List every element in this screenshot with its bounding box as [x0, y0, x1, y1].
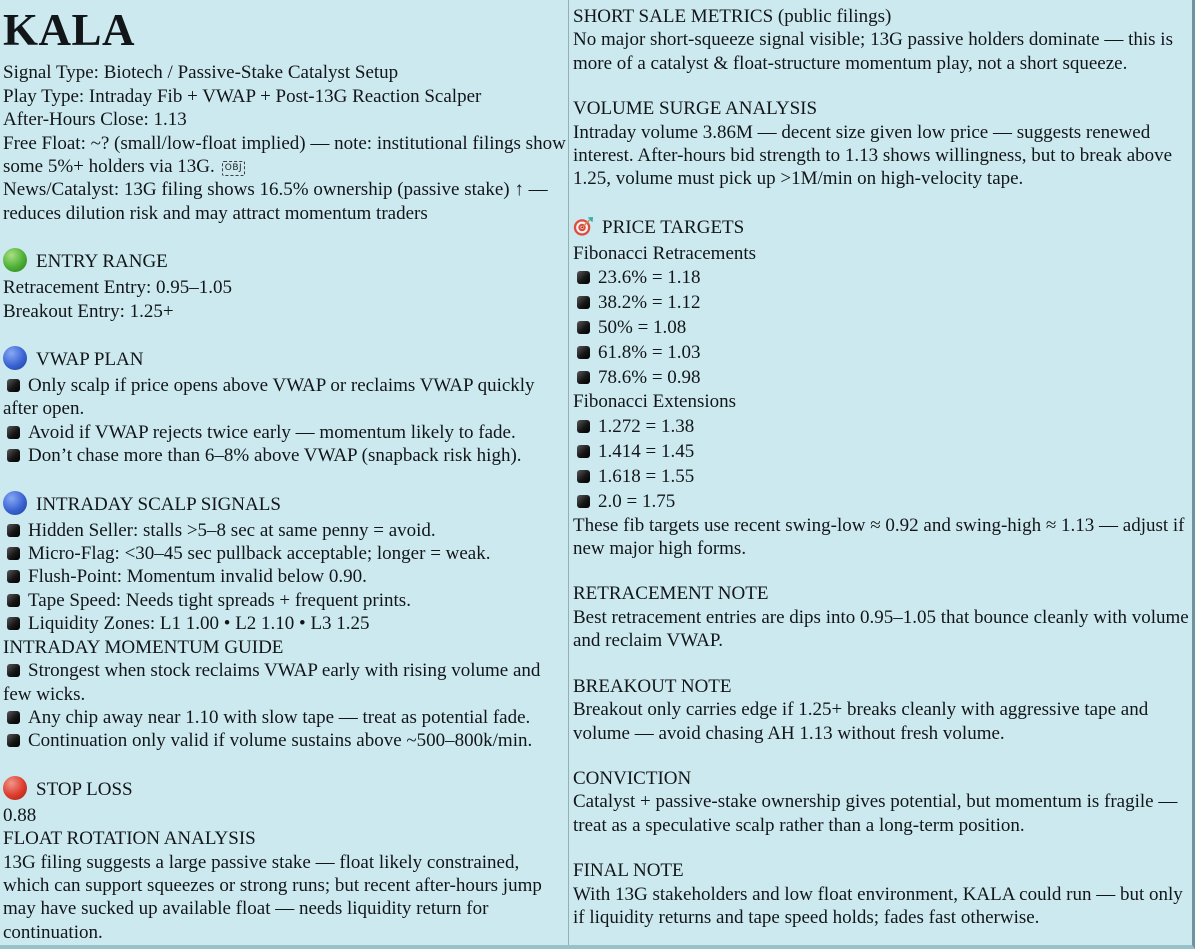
line-text: Any chip away near 1.10 with slow tape — treat as potential fade. [28, 706, 531, 728]
square-bullet-icon [7, 426, 20, 439]
square-bullet-icon [577, 371, 590, 384]
text-line [573, 390, 1190, 413]
line-text: Continuation only valid if volume sustains above ~500–800k/min. [28, 730, 533, 752]
section-header [3, 345, 566, 374]
line-text: News/Catalyst: 13G filing shows 16.5% ownership (passive stake) ↑ — reduces dilution risk and may attract momentum traders [3, 179, 548, 224]
square-bullet-icon [7, 617, 20, 630]
section-header-label: FINAL NOTE [573, 860, 684, 882]
left-blocks [3, 61, 566, 944]
line-text: Retracement Entry: 0.95–1.05 [3, 277, 232, 299]
section-header-label: PRICE TARGETS [602, 216, 745, 238]
text-line [3, 851, 566, 945]
bullet-line [573, 464, 1190, 489]
section-header [3, 490, 566, 519]
section-retracement-note [573, 582, 1190, 652]
square-bullet-icon [7, 594, 20, 607]
bullet-line [573, 414, 1190, 439]
green-circle-icon [3, 248, 27, 272]
line-text: Don’t chase more than 6–8% above VWAP (snapback risk high). [28, 445, 522, 467]
subsection-header [3, 636, 566, 659]
bullet-line [573, 315, 1190, 340]
text-line [573, 606, 1190, 653]
line-text: Only scalp if price opens above VWAP or reclaims VWAP quickly after open. [3, 375, 535, 420]
line-text: 78.6% = 0.98 [598, 367, 701, 389]
section-header [573, 675, 1190, 698]
section-entry-range [3, 247, 566, 323]
line-text: Hidden Seller: stalls >5–8 sec at same penny = avoid. [28, 519, 436, 541]
text-line [573, 514, 1190, 561]
left-column [0, 0, 568, 945]
section-volume-surge-analysis [573, 97, 1190, 191]
bullet-line [573, 265, 1190, 290]
line-text: 13G filing suggests a large passive stake — float likely constrained, which can support squeezes or strong runs; but recent after-hours jump may have sucked up available float — needs liquidity return for continuation. [3, 851, 542, 943]
section-header [573, 97, 1190, 120]
section-header-label: SHORT SALE METRICS (public filings) [573, 6, 892, 27]
section-intraday-scalp-signals [3, 490, 566, 753]
line-text: 23.6% = 1.18 [598, 267, 701, 289]
square-bullet-icon [7, 570, 20, 583]
line-text: Tape Speed: Needs tight spreads + frequent prints. [28, 589, 411, 611]
section-conviction [573, 767, 1190, 837]
bullet-line [3, 589, 566, 612]
line-text: INTRADAY MOMENTUM GUIDE [3, 636, 284, 658]
section-final-note [573, 859, 1190, 929]
section-header [573, 5, 1190, 28]
square-bullet-icon [577, 420, 590, 433]
line-text: Signal Type: Biotech / Passive-Stake Catalyst Setup [3, 62, 399, 84]
object-replacement-marker: OBJ [222, 161, 245, 176]
line-text: No major short-squeeze signal visible; 13G passive holders dominate — this is more of a catalyst & float-structure momentum play, not a short squeeze. [573, 29, 1173, 74]
text-line [3, 804, 566, 827]
bullet-line [573, 439, 1190, 464]
square-bullet-icon [577, 470, 590, 483]
text-line [3, 178, 566, 225]
bullet-line [573, 290, 1190, 315]
line-text: 1.272 = 1.38 [598, 415, 695, 437]
text-line [573, 242, 1190, 265]
square-bullet-icon [7, 449, 20, 462]
line-text: After-Hours Close: 1.13 [3, 109, 187, 131]
subsection-header [3, 827, 566, 850]
square-bullet-icon [577, 346, 590, 359]
section-ticker-info [3, 61, 566, 225]
right-blocks [573, 5, 1190, 929]
section-price-targets [573, 213, 1190, 561]
line-text: 1.618 = 1.55 [598, 465, 695, 487]
square-bullet-icon [577, 321, 590, 334]
section-header [3, 247, 566, 276]
line-text: Best retracement entries are dips into 0.95–1.05 that bounce cleanly with volume and reclaim VWAP. [573, 606, 1189, 652]
bullet-line [573, 365, 1190, 390]
text-line [3, 132, 566, 179]
target-icon [573, 216, 594, 237]
blue-circle-icon [3, 346, 27, 370]
bullet-line [3, 374, 566, 421]
line-text: 50% = 1.08 [598, 317, 687, 339]
bullet-line [3, 729, 566, 752]
line-text: Fibonacci Retracements [573, 242, 757, 264]
bullet-line [3, 519, 566, 542]
section-header [573, 859, 1190, 882]
text-line [573, 698, 1190, 745]
line-text: Catalyst + passive-stake ownership gives potential, but momentum is fragile — treat as a speculative scalp rather than a long-term position. [573, 791, 1178, 836]
line-text: Fibonacci Extensions [573, 391, 737, 413]
square-bullet-icon [7, 664, 20, 677]
section-breakout-note [573, 675, 1190, 745]
line-text: Breakout Entry: 1.25+ [3, 300, 174, 322]
section-header [573, 213, 1190, 242]
section-short-sale-metrics [573, 5, 1190, 75]
section-header-label: VWAP PLAN [36, 349, 144, 371]
bullet-line [573, 340, 1190, 365]
bullet-line [3, 659, 566, 706]
text-line [573, 28, 1190, 75]
square-bullet-icon [7, 711, 20, 724]
square-bullet-icon [7, 524, 20, 537]
text-line [3, 85, 566, 108]
bullet-line [3, 612, 566, 635]
line-text: 38.2% = 1.12 [598, 292, 701, 314]
line-text: FLOAT ROTATION ANALYSIS [3, 828, 256, 850]
bullet-line [3, 444, 566, 467]
red-circle-icon [3, 776, 27, 800]
bullet-line [3, 421, 566, 444]
section-header-label: STOP LOSS [36, 778, 133, 800]
section-header-label: VOLUME SURGE ANALYSIS [573, 98, 818, 120]
text-line [3, 61, 566, 84]
square-bullet-icon [577, 445, 590, 458]
line-text: Free Float: ~? (small/low-float implied) — note: institutional filings show some 5%+ holders via 13G. [3, 132, 566, 178]
square-bullet-icon [7, 379, 20, 392]
section-vwap-plan [3, 345, 566, 468]
text-line [573, 121, 1190, 191]
line-text: Micro-Flag: <30–45 sec pullback acceptable; longer = weak. [28, 543, 491, 565]
ticker-title: KALA [3, 5, 136, 55]
section-header [573, 582, 1190, 605]
line-text: Flush-Point: Momentum invalid below 0.90. [28, 566, 367, 588]
section-stop-loss [3, 775, 566, 944]
bullet-line [573, 489, 1190, 514]
right-column [568, 0, 1192, 945]
line-text: 61.8% = 1.03 [598, 342, 701, 364]
line-text: 1.414 = 1.45 [598, 440, 695, 462]
section-header [3, 775, 566, 804]
text-line [573, 883, 1190, 930]
section-header-label: ENTRY RANGE [36, 251, 168, 273]
line-text: With 13G stakeholders and low float environment, KALA could run — but only if liquidity returns and tape speed holds; fades fast otherwise. [573, 883, 1183, 928]
section-header-label: RETRACEMENT NOTE [573, 583, 769, 605]
line-text: Breakout only carries edge if 1.25+ breaks cleanly with aggressive tape and volume — avoid chasing AH 1.13 without fresh volume. [573, 699, 1149, 744]
text-line [573, 790, 1190, 837]
text-line [3, 108, 566, 131]
section-header-label: CONVICTION [573, 767, 692, 789]
bullet-line [3, 542, 566, 565]
section-header-label: INTRADAY SCALP SIGNALS [36, 493, 281, 515]
bullet-line [3, 565, 566, 588]
line-text: Avoid if VWAP rejects twice early — momentum likely to fade. [28, 421, 516, 443]
square-bullet-icon [7, 734, 20, 747]
text-line [3, 300, 566, 323]
square-bullet-icon [7, 547, 20, 560]
square-bullet-icon [577, 296, 590, 309]
section-header-label: BREAKOUT NOTE [573, 675, 732, 697]
text-line [3, 276, 566, 299]
square-bullet-icon [577, 495, 590, 508]
line-text: Play Type: Intraday Fib + VWAP + Post-13G Reaction Scalper [3, 85, 482, 107]
blue-circle-icon [3, 491, 27, 515]
line-text: Intraday volume 3.86M — decent size given low price — suggests renewed interest. After-hours bid strength to 1.13 shows willingness, but to break above 1.25, volume must pick up >1M/min on high-velocity tape. [573, 121, 1173, 190]
section-header [573, 767, 1190, 790]
line-text: These fib targets use recent swing-low ≈ 0.92 and swing-high ≈ 1.13 — adjust if new major high forms. [573, 514, 1185, 560]
line-text: 2.0 = 1.75 [598, 490, 676, 512]
line-text: 0.88 [3, 804, 37, 826]
line-text: Strongest when stock reclaims VWAP early with rising volume and few wicks. [3, 660, 541, 705]
line-text: Liquidity Zones: L1 1.00 • L2 1.10 • L3 1.25 [28, 613, 370, 635]
bullet-line [3, 706, 566, 729]
square-bullet-icon [577, 271, 590, 284]
